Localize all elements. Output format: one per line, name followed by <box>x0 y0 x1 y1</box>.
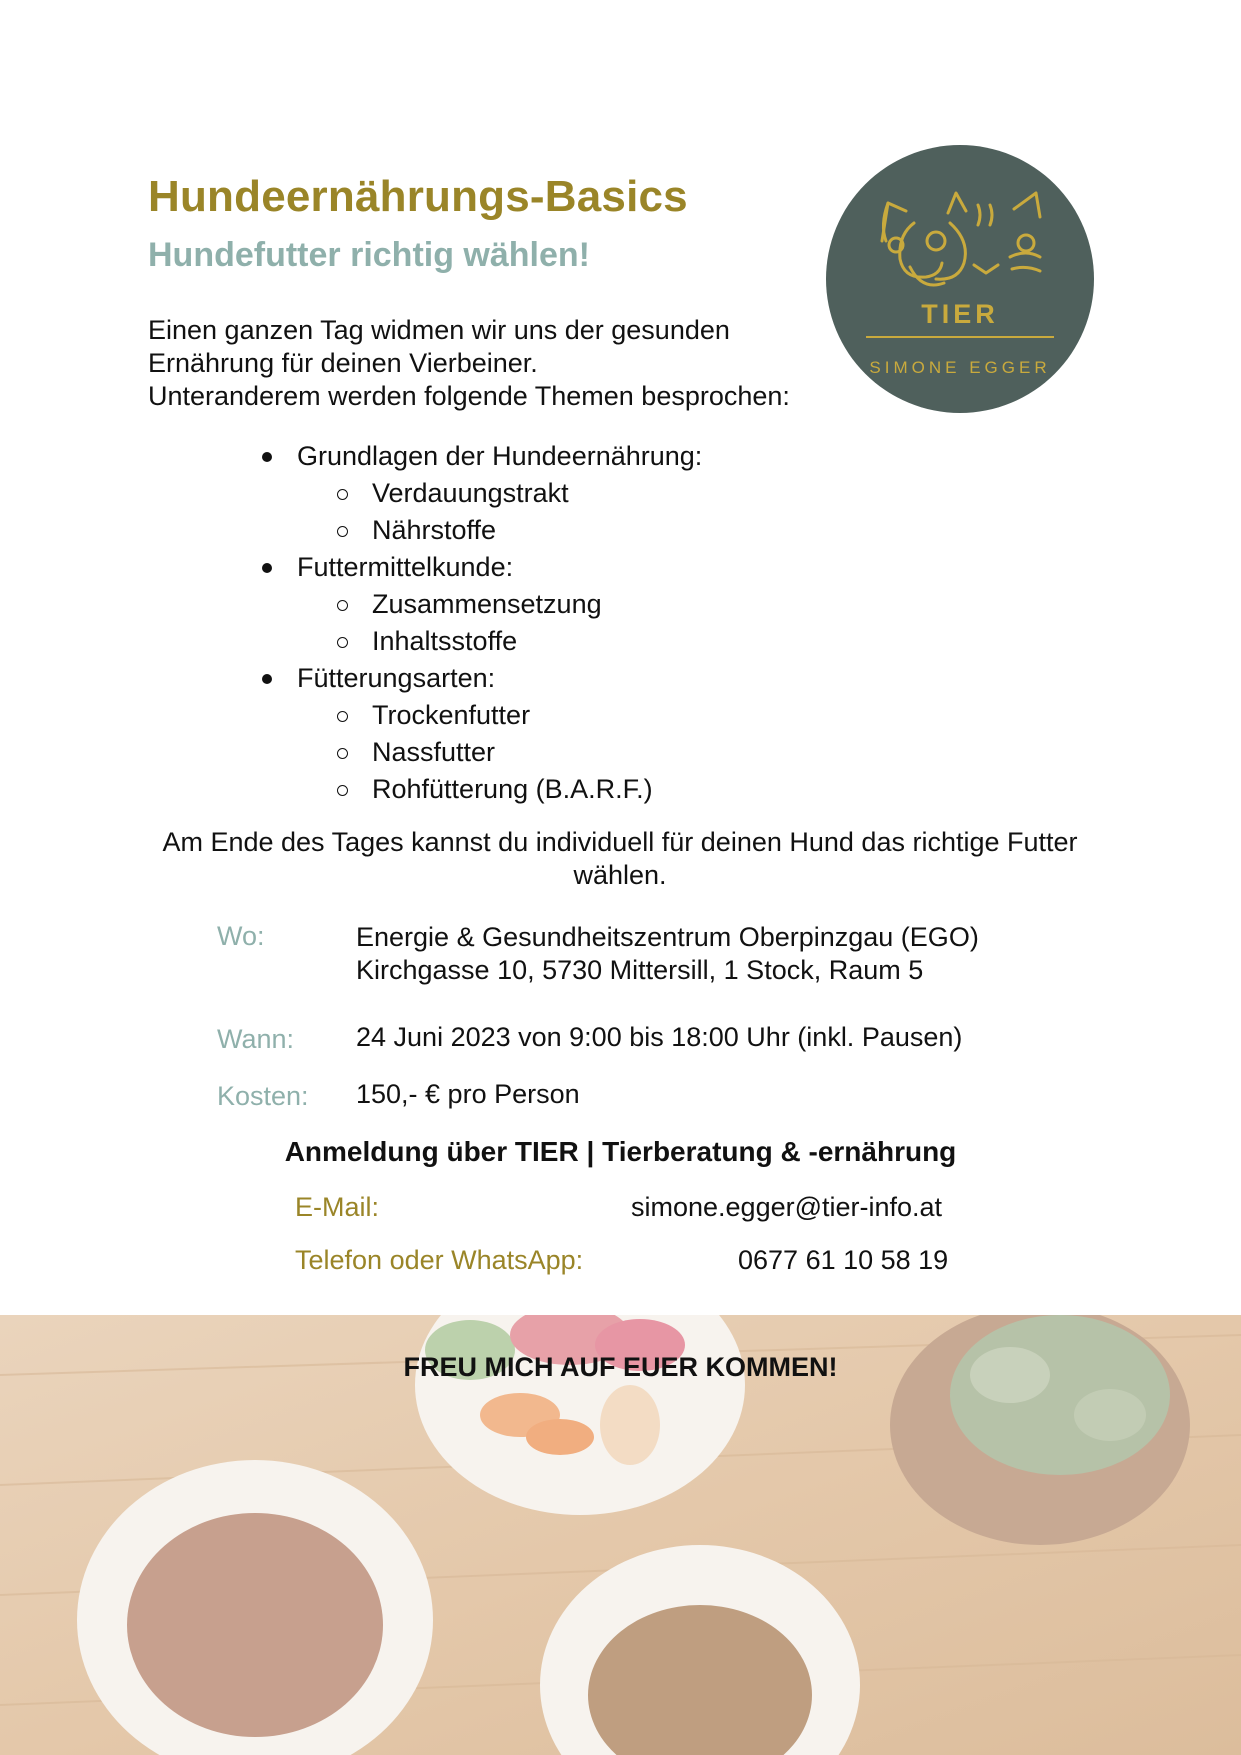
subtopic-label: Inhaltsstoffe <box>372 626 518 656</box>
intro-line: Unteranderem werden folgende Themen besprochen: <box>148 381 790 411</box>
subtopic-label: Verdauungstrakt <box>372 478 569 508</box>
subtopic-label: Nassfutter <box>372 737 496 767</box>
cost-value: 150,- € pro Person <box>356 1079 580 1109</box>
circle-bullet-icon <box>337 489 348 500</box>
where-label: Wo: <box>217 921 265 951</box>
circle-bullet-icon <box>337 711 348 722</box>
subtopic-item <box>0 697 1241 734</box>
logo-brand: TIER <box>921 299 999 329</box>
venue-address: Kirchgasse 10, 5730 Mittersill, 1 Stock, Raum 5 <box>356 955 924 985</box>
subtopic-item <box>0 771 1241 808</box>
topic-label: Grundlagen der Hundeernährung: <box>297 441 703 471</box>
registration-heading: Anmeldung über TIER | Tierberatung & -ernährung <box>284 1136 957 1167</box>
phone-label: Telefon oder WhatsApp: <box>295 1245 584 1275</box>
circle-bullet-icon <box>337 526 348 537</box>
intro-text <box>148 314 808 413</box>
when-value: 24 Juni 2023 von 9:00 bis 18:00 Uhr (inkl. Pausen) <box>356 1022 963 1052</box>
page-subtitle: Hundefutter richtig wählen! <box>148 236 590 274</box>
closing-text: Am Ende des Tages kannst du individuell für deinen Hund das richtige Futter wählen. <box>162 827 1078 890</box>
page-title: Hundeernährungs-Basics <box>148 172 688 221</box>
subtopic-item <box>0 475 1241 512</box>
topic-list <box>0 438 1241 808</box>
bullet-icon <box>262 452 272 462</box>
subtopic-label: Trockenfutter <box>372 700 531 730</box>
topic-label: Futtermittelkunde: <box>297 552 514 582</box>
topic-label: Fütterungsarten: <box>297 663 496 693</box>
subtopic-label: Nährstoffe <box>372 515 497 545</box>
circle-bullet-icon <box>337 600 348 611</box>
intro-line: Einen ganzen Tag widmen wir uns der gesunden <box>148 315 730 345</box>
email-label: E-Mail: <box>295 1192 380 1222</box>
topic-item <box>0 438 1241 475</box>
circle-bullet-icon <box>337 637 348 648</box>
subtopic-label: Zusammensetzung <box>372 589 602 619</box>
subtopic-item <box>0 512 1241 549</box>
tier-logo <box>826 145 1094 413</box>
topic-item <box>0 660 1241 697</box>
circle-bullet-icon <box>337 785 348 796</box>
logo-owner: SIMONE EGGER <box>869 358 1051 377</box>
bullet-icon <box>262 674 272 684</box>
email-link[interactable]: simone.egger@tier-info.at <box>631 1192 943 1222</box>
subtopic-item <box>0 586 1241 623</box>
cat-dog-face-icon <box>826 145 1094 413</box>
subtopic-item <box>0 734 1241 771</box>
intro-line: Ernährung für deinen Vierbeiner. <box>148 348 538 378</box>
phone-link[interactable]: 0677 61 10 58 19 <box>738 1245 949 1275</box>
cost-label: Kosten: <box>217 1081 309 1111</box>
when-label: Wann: <box>217 1024 295 1054</box>
venue-name: Energie & Gesundheitszentrum Oberpinzgau (EGO) <box>356 922 979 952</box>
subtopic-label: Rohfütterung (B.A.R.F.) <box>372 774 653 804</box>
where-value <box>356 921 979 987</box>
bullet-icon <box>262 563 272 573</box>
greeting-text: FREU MICH AUF EUER KOMMEN! <box>403 1352 838 1382</box>
subtopic-item <box>0 623 1241 660</box>
circle-bullet-icon <box>337 748 348 759</box>
topic-item <box>0 549 1241 586</box>
